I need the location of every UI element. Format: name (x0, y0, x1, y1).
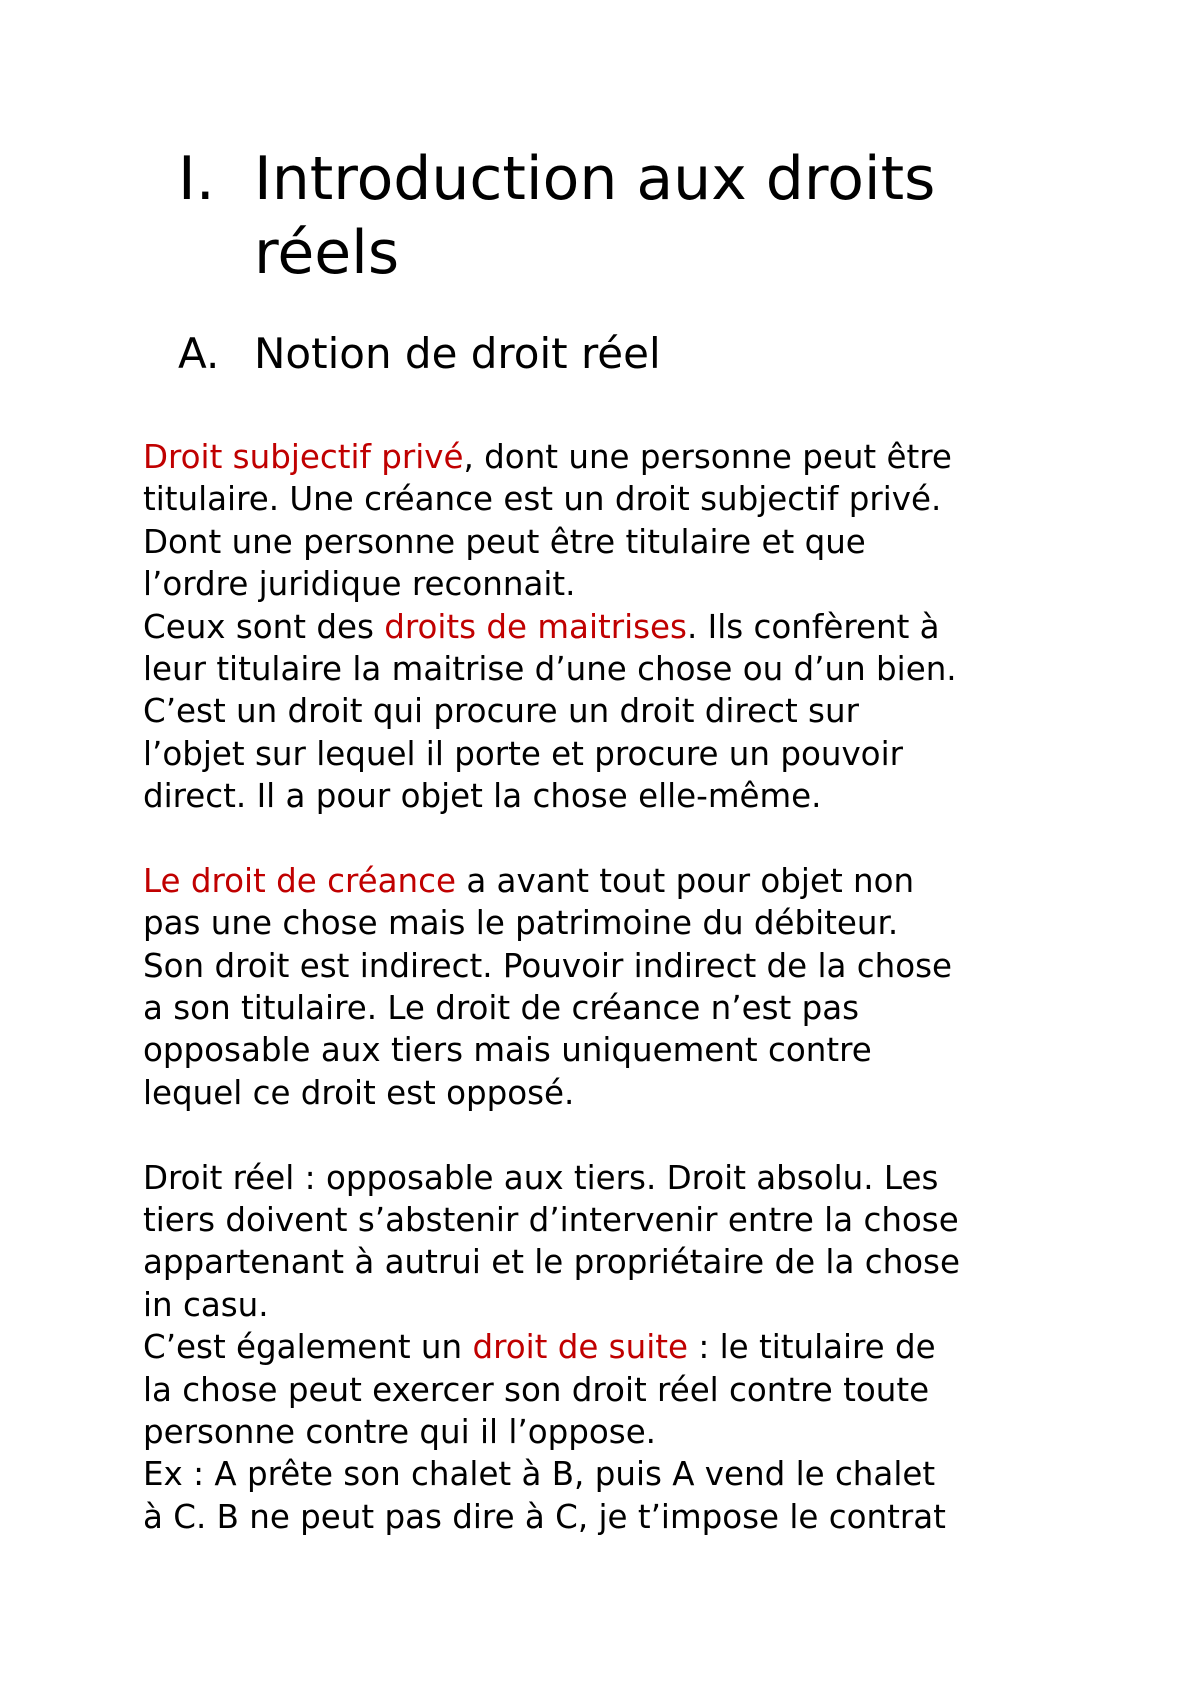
heading-2-letter: A. (178, 329, 220, 378)
heading-1-line-2: réels (254, 218, 400, 288)
paragraph-3-line: Droit réel : opposable aux tiers. Droit absolu. Les (143, 1158, 939, 1197)
paragraph-spacer (143, 818, 1093, 860)
paragraph-2-line (143, 860, 1093, 902)
paragraph-1-line: l’ordre juridique reconnait. (143, 565, 576, 604)
heading-1-number: I. (178, 144, 215, 214)
highlight-droit-de-suite: droit de suite (472, 1328, 688, 1367)
highlight-droit-subjectif-prive: Droit subjectif privé (143, 438, 464, 476)
text-segment: C’est également un (143, 1328, 473, 1367)
paragraph-3-line: personne contre qui il l’oppose. (143, 1412, 657, 1451)
paragraph-3-line: appartenant à autrui et le propriétaire de la chose (143, 1243, 960, 1282)
paragraph-2-line: a son titulaire. Le droit de créance n’est pas (143, 989, 860, 1028)
heading-1-line-1: Introduction aux droits (254, 144, 936, 214)
paragraph-spacer (143, 1114, 1093, 1156)
paragraph-3-line: in casu. (143, 1285, 269, 1324)
highlight-droits-de-maitrises: droits de maitrises (384, 607, 687, 646)
paragraph-3-line: à C. B ne peut pas dire à C, je t’impose le contrat (143, 1497, 946, 1536)
paragraph-1-line: leur titulaire la maitrise d’une chose ou d’un bien. (143, 649, 957, 688)
text-segment: : le titulaire de (687, 1328, 936, 1367)
paragraph-2-line: Son droit est indirect. Pouvoir indirect de la chose (143, 946, 953, 985)
paragraph-1-line: l’objet sur lequel il porte et procure un pouvoir (143, 734, 903, 773)
paragraph-3-line: tiers doivent s’abstenir d’intervenir entre la chose (143, 1201, 959, 1240)
heading-2-text: Notion de droit réel (254, 329, 661, 378)
heading-2 (178, 326, 1078, 382)
paragraph-1-line: Dont une personne peut être titulaire et que (143, 522, 866, 561)
paragraph-1-line (143, 606, 1093, 648)
paragraph-2-line: pas une chose mais le patrimoine du débiteur. (143, 904, 899, 943)
text-segment: , dont une personne peut être (463, 438, 952, 476)
heading-1 (178, 142, 1078, 290)
paragraph-3-line (143, 1326, 1093, 1368)
paragraph-3-line: Ex : A prête son chalet à B, puis A vend le chalet (143, 1455, 936, 1494)
text-segment: Ceux sont des (143, 607, 385, 646)
paragraph-2-line: opposable aux tiers mais uniquement contre (143, 1031, 872, 1070)
paragraph-3-line: la chose peut exercer son droit réel contre toute (143, 1370, 930, 1409)
paragraph-1-line (143, 436, 1093, 478)
paragraph-1-line: direct. Il a pour objet la chose elle-même. (143, 777, 822, 816)
paragraph-1-line: C’est un droit qui procure un droit direct sur (143, 692, 859, 731)
paragraph-2-line: lequel ce droit est opposé. (143, 1073, 575, 1112)
paragraph-1-line: titulaire. Une créance est un droit subjectif privé. (143, 480, 942, 519)
text-segment: . Ils confèrent à (687, 607, 940, 646)
body-text (143, 436, 1093, 1538)
text-segment: a avant tout pour objet non (455, 861, 915, 900)
highlight-le-droit-de-creance: Le droit de créance (143, 861, 456, 900)
